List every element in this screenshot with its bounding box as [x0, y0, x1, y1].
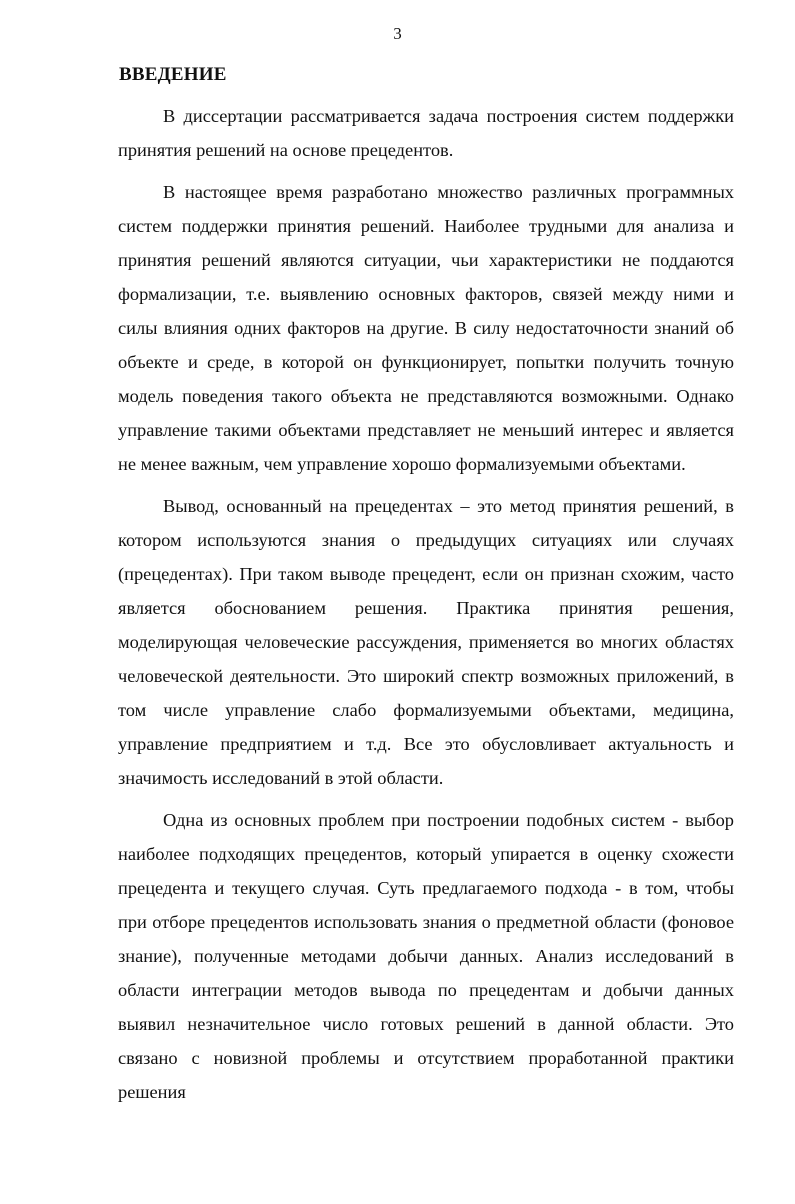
paragraph: В настоящее время разработано множество различных программных систем поддержки принятия решений. Наиболее трудными для анализа и принятия решений являются ситуации, чьи характеристики не поддаются формализации, т.е. выявлению основных факторов, связей между ними и силы влияния одних факторов на другие. В силу недостаточности знаний об объекте и среде, в которой он функционирует, попытки получить точную модель поведения такого объекта не представляются возможными. Однако управление такими объектами представляет не меньший интерес и является не менее важным, чем управление хорошо формализуемыми объектами. — [118, 182, 734, 474]
page-number: 3 — [393, 24, 402, 43]
paragraph: Вывод, основанный на прецедентах – это метод принятия решений, в котором используются знания о предыдущих ситуациях или случаях (прецедентах). При таком выводе прецедент, если он признан схожим, часто является обоснованием решения. Практика принятия решения, моделирующая человеческие рассуждения, применяется во многих областях человеческой деятельности. Это широкий спектр возможных приложений, в том числе управление слабо формализуемыми объектами, медицина, управление предприятием и т.д. Все это обусловливает актуальность и значимость исследований в этой области. — [118, 496, 734, 788]
paragraph: Одна из основных проблем при построении подобных систем - выбор наиболее подходящих прецедентов, который упирается в оценку схожести прецедента и текущего случая. Суть предлагаемого подхода - в том, чтобы при отборе прецедентов использовать знания о предметной области (фоновое знание), полученные методами добычи данных. Анализ исследований в области интеграции методов вывода по прецедентам и добычи данных выявил незначительное число готовых решений в данной области. Это связано с новизной проблемы и отсутствием проработанной практики решения — [118, 810, 734, 1102]
section-heading: ВВЕДЕНИЕ — [119, 64, 227, 85]
paragraph: В диссертации рассматривается задача построения систем поддержки принятия решений на основе прецедентов. — [118, 106, 734, 160]
body-text — [118, 99, 734, 1109]
